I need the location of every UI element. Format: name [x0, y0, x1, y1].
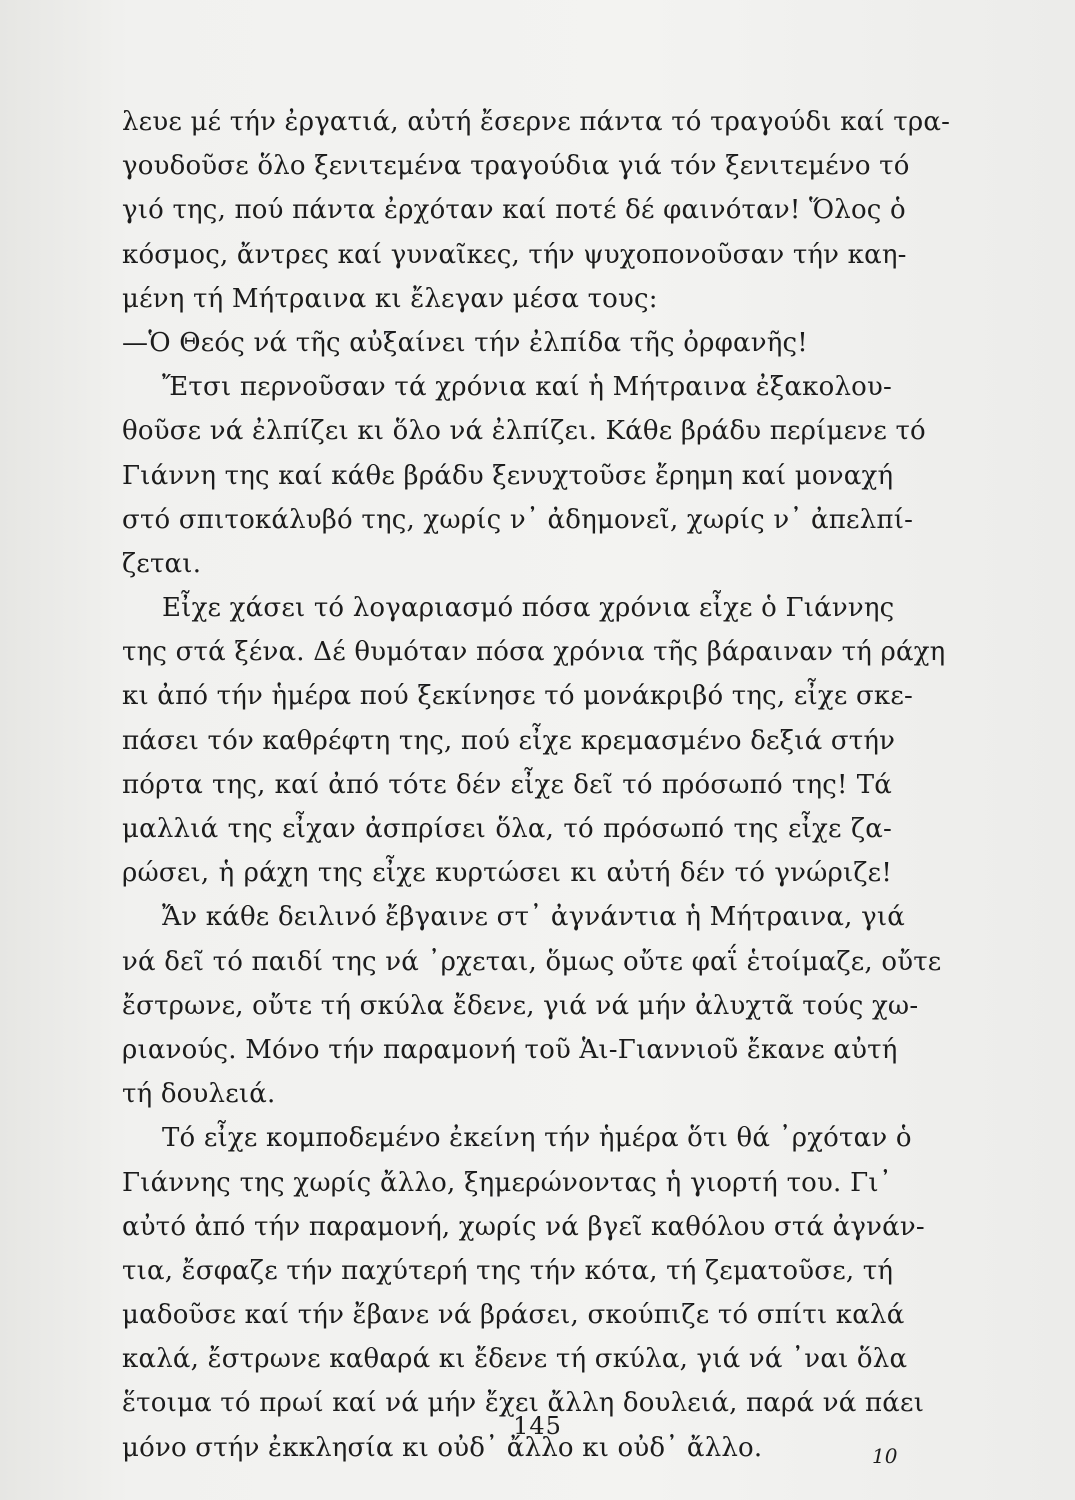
- paragraph-start-line: Ἔτσι περνοῦσαν τά χρόνια καί ἡ Μήτραινα ἐξακολου-: [162, 372, 892, 403]
- paragraph-start-line: Ἄν κάθε δειλινό ἔβγαινε στ᾽ ἀγνάντια ἡ Μήτραινα, γιά: [162, 902, 905, 933]
- text-line: πόρτα της, καί ἀπό τότε δέν εἶχε δεῖ τό πρόσωπό της! Τά: [122, 769, 892, 800]
- text-line: λευε μέ τήν ἐργατιά, αὐτή ἔσερνε πάντα τό τραγούδι καί τρα-: [122, 107, 951, 137]
- text-line: πάσει τόν καθρέφτη της, πού εἶχε κρεμασμένο δεξιά στήν: [122, 725, 896, 756]
- text-line: μένη τή Μήτραινα κι ἔλεγαν μέσα τους:: [122, 283, 658, 314]
- text-line: γουδοῦσε ὅλο ξενιτεμένα τραγούδια γιά τόν ξενιτεμένο τό: [122, 151, 910, 182]
- text-line: αὐτό ἀπό τήν παραμονή, χωρίς νά βγεῖ καθόλου στά ἀγνάν-: [122, 1211, 925, 1242]
- text-line: τή δουλειά.: [122, 1079, 276, 1110]
- text-line: κόσμος, ἄντρες καί γυναῖκες, τήν ψυχοπονοῦσαν τήν καη-: [122, 239, 907, 270]
- text-line: κι ἀπό τήν ἡμέρα πού ξεκίνησε τό μονάκριβό της, εἶχε σκε-: [122, 681, 914, 712]
- text-line: ζεται.: [122, 548, 202, 579]
- text-line: γιό της, πού πάντα ἐρχόταν καί ποτέ δέ φαινόταν! Ὅλος ὁ: [122, 195, 906, 226]
- text-line: Γιάννης της χωρίς ἄλλο, ξημερώνοντας ἡ γιορτή του. Γι᾽: [122, 1167, 892, 1198]
- text-line: μαδοῦσε καί τήν ἔβανε νά βράσει, σκούπιζε τό σπίτι καλά: [122, 1300, 905, 1331]
- text-line: νά δεῖ τό παιδί της νά ᾽ρχεται, ὅμως οὔτε φαΐ ἑτοίμαζε, οὔτε: [122, 946, 942, 977]
- text-line: Γιάννη της καί κάθε βράδυ ξενυχτοῦσε ἔρημη καί μοναχή: [122, 460, 894, 491]
- text-line: της στά ξένα. Δέ θυμόταν πόσα χρόνια τῆς βάραιναν τή ράχη: [122, 637, 946, 668]
- text-line: θοῦσε νά ἐλπίζει κι ὅλο νά ἐλπίζει. Κάθε βράδυ περίμενε τό: [122, 416, 926, 447]
- text-line: τια, ἔσφαζε τήν παχύτερή της τήν κότα, τή ζεματοῦσε, τή: [122, 1255, 894, 1286]
- text-line: ἕτοιμα τό πρωί καί νά μήν ἔχει ἄλλη δουλειά, παρά νά πάει: [122, 1388, 925, 1419]
- text-line: στό σπιτοκάλυβό της, χωρίς ν᾽ ἀδημονεῖ, χωρίς ν᾽ ἀπελπί-: [122, 504, 914, 535]
- paragraph-start-line: Εἶχε χάσει τό λογαριασμό πόσα χρόνια εἶχε ὁ Γιάννης: [162, 593, 895, 624]
- page-number: 145: [513, 1412, 562, 1440]
- dialogue-line: —Ὁ Θεός νά τῆς αὐξαίνει τήν ἐλπίδα τῆς ὀρφανῆς!: [122, 327, 808, 358]
- paragraph-start-line: Τό εἶχε κομποδεμένο ἐκείνη τήν ἡμέρα ὅτι θά ᾽ρχόταν ὁ: [162, 1123, 912, 1154]
- text-line: ἔστρωνε, οὔτε τή σκύλα ἔδενε, γιά νά μήν ἀλυχτᾶ τούς χω-: [122, 990, 919, 1021]
- text-line: μόνο στήν ἐκκλησία κι οὐδ᾽ ἄλλο κι οὐδ᾽ ἄλλο.: [122, 1432, 763, 1463]
- body-text: [122, 100, 951, 1470]
- text-line: ρώσει, ἡ ράχη της εἶχε κυρτώσει κι αὐτή δέν τό γνώριζε!: [122, 858, 892, 889]
- text-line: μαλλιά της εἶχαν ἀσπρίσει ὅλα, τό πρόσωπό της εἶχε ζα-: [122, 814, 892, 844]
- text-line: ριανούς. Μόνο τήν παραμονή τοῦ Ἁι-Γιαννιοῦ ἔκανε αὐτή: [122, 1034, 898, 1065]
- text-line: καλά, ἔστρωνε καθαρά κι ἔδενε τή σκύλα, γιά νά ᾽ναι ὅλα: [122, 1344, 908, 1375]
- signature-mark: 10: [872, 1444, 898, 1468]
